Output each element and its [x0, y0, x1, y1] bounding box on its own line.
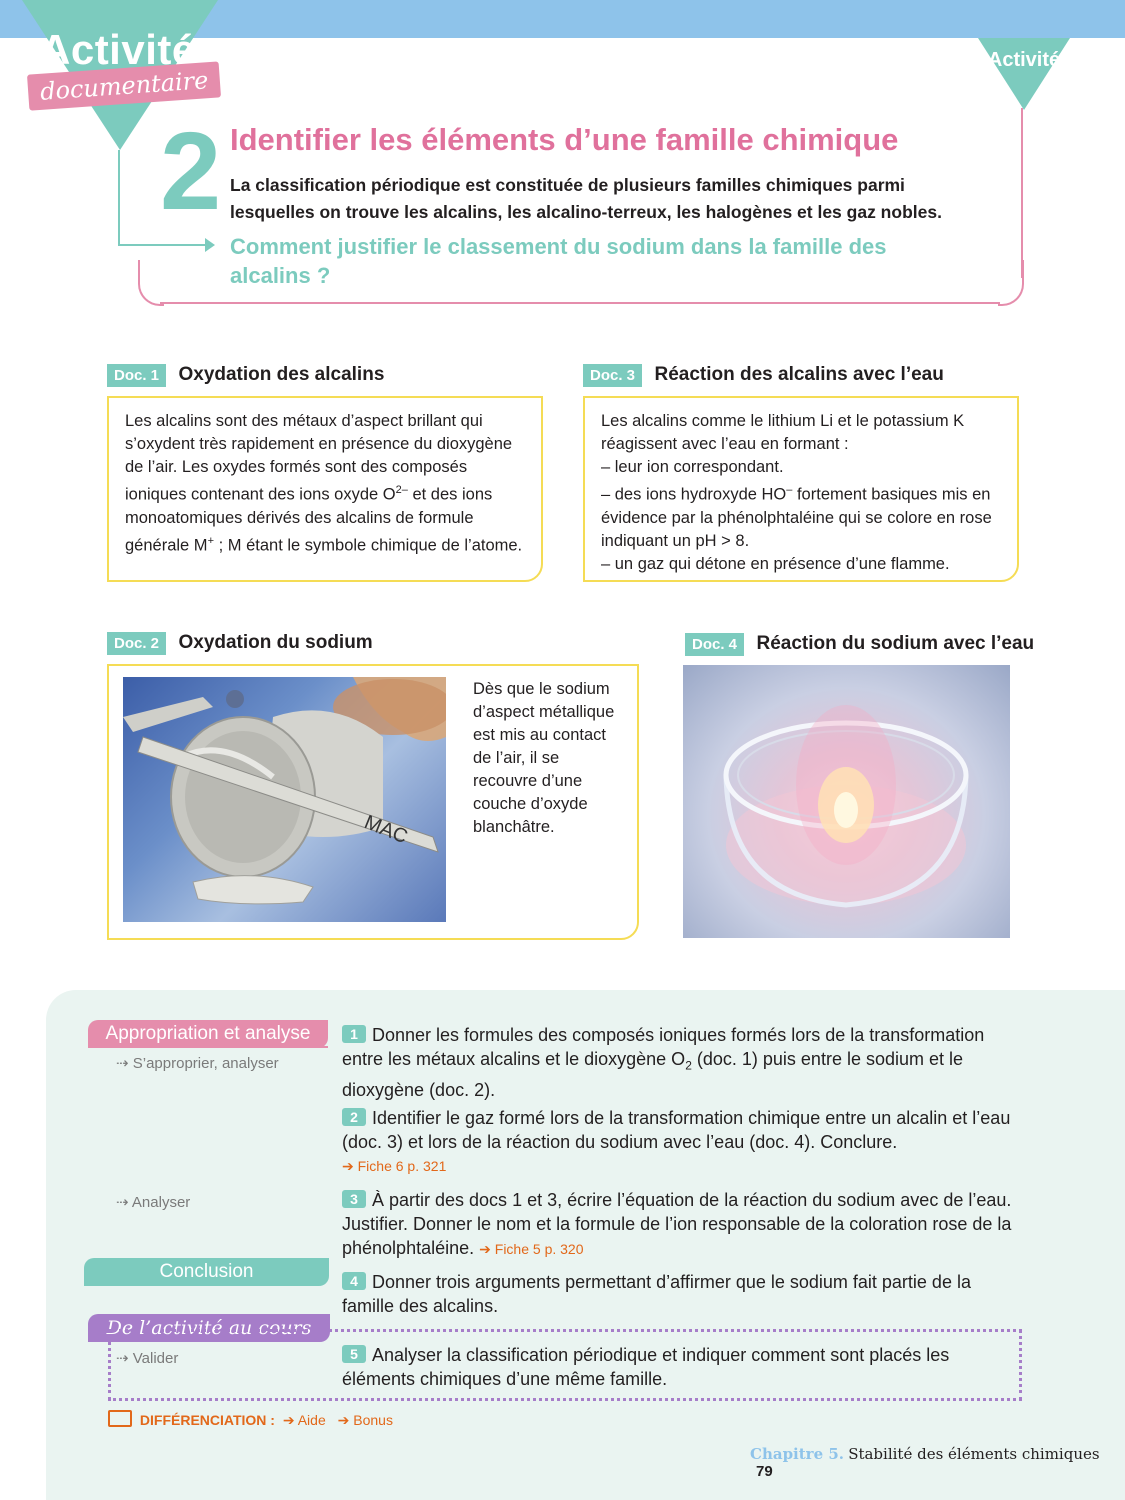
appropriation-underline [88, 1046, 328, 1048]
doc3-tag: Doc. 3 [583, 364, 642, 387]
question-3-ref[interactable] [479, 1241, 583, 1257]
skill-valider-label: Valider [132, 1350, 179, 1367]
aide-link[interactable] [283, 1412, 326, 1428]
bonus-label: Bonus [353, 1412, 393, 1428]
doc3-text [585, 398, 1017, 576]
arrow-circle-icon: ➔ [337, 1412, 350, 1428]
question-2-text: Identifier le gaz formé lors de la transformation chimique entre un alcalin et l’eau (doc. 3) et lors de la réaction du sodium avec l’eau (doc. 4). Conclure. [342, 1108, 1011, 1152]
doc4-title: Réaction du sodium avec l’eau [756, 633, 1035, 654]
question-3-ref-label: Fiche 5 p. 320 [494, 1241, 584, 1257]
doc1-sup-cation: + [207, 534, 214, 547]
question-3-text: À partir des docs 1 et 3, écrire l’équation de la réaction du sodium avec de l’eau. Justifier. Donner le nom et la formule de l’ion responsable de la coloration rose de la phénolphtaléine. [342, 1190, 1012, 1258]
section-conclusion: Conclusion [84, 1258, 329, 1286]
doc2-tag: Doc. 2 [107, 632, 166, 655]
arrow-head-icon [205, 238, 215, 252]
title-frame-corner-left [138, 260, 164, 306]
question-2-ref-label: Fiche 6 p. 321 [357, 1158, 447, 1174]
skill-approprier: ⇢ S’approprier, analyser [116, 1055, 279, 1072]
question-4 [342, 1270, 1022, 1318]
footer-chapter: Chapitre 5. [750, 1445, 845, 1463]
arrow-circle-icon: ➔ [342, 1158, 354, 1174]
title-frame-bottom [160, 302, 1000, 304]
sodium-cutting-photo [123, 677, 446, 922]
page-footer [750, 1445, 1125, 1480]
footer-chapter-title: Stabilité des éléments chimiques [848, 1445, 1100, 1463]
question-1 [342, 1023, 1022, 1102]
arrow-circle-icon: ➔ [282, 1412, 295, 1428]
doc4-header [685, 633, 1034, 655]
doc2-header [107, 632, 373, 654]
question-1-number: 1 [342, 1025, 366, 1043]
doc3-line1: Les alcalins comme le lithium Li et le potassium K réagissent avec l’eau en formant : [601, 412, 965, 453]
doc3-line4: – un gaz qui détone en présence d’une flamme. [601, 554, 950, 573]
question-3-number: 3 [342, 1190, 366, 1208]
activity-type-badge: documentaire [27, 61, 221, 110]
sodium-water-drawing [683, 665, 1010, 938]
section-cours: De l’activité au cours [88, 1314, 330, 1342]
doc2-title: Oxydation du sodium [178, 632, 373, 653]
doc3-line3-b: fortement basiques mis en évidence par la phénolphtaléine qui se colore en rose indiquant un pH > 8. [601, 485, 992, 550]
doc4-tag: Doc. 4 [685, 633, 744, 656]
doc3-title: Réaction des alcalins avec l’eau [654, 364, 944, 385]
page-title: Identifier les éléments d’une famille chimique [230, 122, 899, 157]
question-1-subscript: 2 [685, 1058, 692, 1073]
question-5-number: 5 [342, 1345, 366, 1363]
doc3-line3-a: – des ions hydroxyde HO [601, 485, 787, 504]
skill-approprier-label: S’approprier, analyser [132, 1055, 279, 1072]
question-2-number: 2 [342, 1108, 366, 1126]
doc1-tag: Doc. 1 [107, 364, 166, 387]
section-appropriation: Appropriation et analyse [88, 1020, 328, 1048]
doc3-line2: – leur ion correspondant. [601, 458, 784, 476]
doc3-sup-hydroxide: – [786, 484, 793, 496]
question-4-text: Donner trois arguments permettant d’affirmer que le sodium fait partie de la famille des alcalins. [342, 1272, 971, 1316]
question-3 [342, 1188, 1022, 1261]
doc1-text [109, 398, 541, 557]
doc1-sup-oxide: 2– [395, 484, 408, 496]
activity-label: Activité [40, 26, 196, 73]
doc3-line3 [601, 479, 1001, 553]
page-number: 79 [756, 1463, 773, 1480]
question-2 [342, 1106, 1022, 1178]
arrow-circle-icon: ➔ [479, 1241, 491, 1257]
question-1-text-b: (doc. 1) puis entre le sodium et le dioxygène (doc. 2). [342, 1049, 964, 1100]
aide-label: Aide [297, 1412, 326, 1428]
question-4-number: 4 [342, 1272, 366, 1290]
doc3-header [583, 364, 944, 386]
doc1-title: Oxydation des alcalins [178, 364, 385, 385]
question-5 [342, 1343, 1002, 1391]
doc1-text-b: et des ions monoatomiques dérivés des alcalins de formule générale M [125, 485, 493, 554]
doc3-box [583, 396, 1019, 582]
skill-analyser: ⇢ Analyser [116, 1194, 191, 1211]
activity-number: 2 [160, 110, 222, 233]
question-2-ref[interactable] [342, 1154, 1022, 1178]
sodium-water-photo [683, 665, 1010, 938]
question-5-text: Analyser la classification périodique et indiquer comment sont placés les éléments chimiques d’une même famille. [342, 1345, 950, 1389]
title-frame-right [1021, 108, 1023, 278]
arrow-line-horizontal [118, 244, 210, 246]
doc1-text-c: ; M étant le symbole chimique de l’atome. [214, 536, 523, 554]
sodium-photo-drawing [123, 677, 446, 922]
differenciation-bar [108, 1410, 393, 1429]
bonus-link[interactable] [338, 1412, 393, 1428]
doc1-text-a: Les alcalins sont des métaux d’aspect brillant qui s’oxydent très rapidement en présence du dioxygène de l’air. Les oxydes formés sont des composés ioniques contenant des ions oxyde O [125, 412, 513, 504]
title-frame-corner-right [998, 260, 1024, 306]
arrow-line-vertical [118, 150, 120, 246]
doc1-box [107, 396, 543, 582]
problem-question: Comment justifier le classement du sodium dans la famille des alcalins ? [230, 234, 887, 288]
skill-valider: ⇢ Valider [116, 1350, 179, 1367]
laptop-icon [108, 1410, 132, 1427]
activity-label-right: Activité [987, 49, 1061, 71]
question-1-text-a: Donner les formules des composés ioniques formés lors de la transformation entre les métaux alcalins et le dioxygène O [342, 1025, 985, 1069]
differenciation-label: DIFFÉRENCIATION : [139, 1412, 275, 1428]
knife-brand-text: MAC [361, 811, 411, 849]
skill-analyser-label: Analyser [131, 1194, 191, 1211]
doc2-text: Dès que le sodium d’aspect métallique est mis au contact de l’air, il se recouvre d’une couche d’oxyde blanchâtre. [473, 680, 615, 836]
intro-text: La classification périodique est constituée de plusieurs familles chimiques parmi lesquelles on trouve les alcalins, les alcalino-terreux, les halogènes et les gaz nobles. [230, 175, 942, 222]
doc1-header [107, 364, 384, 386]
